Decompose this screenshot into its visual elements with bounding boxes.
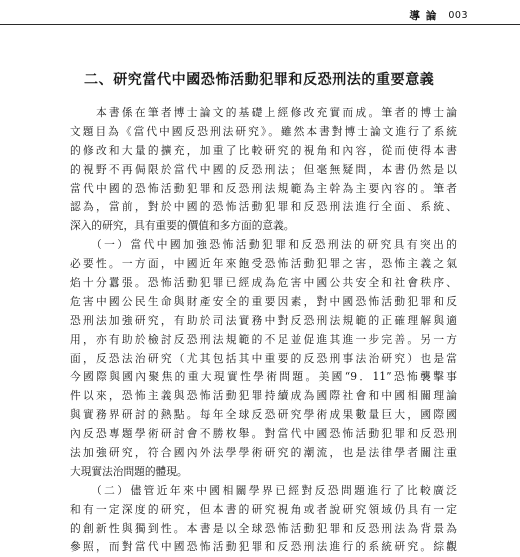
text-line: 和有一定深度的研究，但本書的研究視角或者說研究領域仍具有一定 [70,502,457,516]
page-number: 003 [448,10,468,21]
header-rule [0,24,520,25]
text-line: 參照，而對當代中國恐怖活動犯罪和反恐刑法進行的系統研究。綜觀 [70,540,457,554]
text-line: 面，反恐法治研究（尤其包括其中重要的反恐刑事法治研究）也是當 [70,351,457,365]
text-line: 本書係在筆者博士論文的基礎上經修改充實而成。筆者的博士論 [70,106,457,119]
text-line: 危害中國公民生命與財產安全的重要因素，對中國恐怖活動犯罪和反 [70,294,457,308]
body-text [70,104,457,557]
text-line: 用，亦有助於檢討反恐刑法規範的不足並促進其進一步完善。另一方 [70,332,457,346]
text-line: 法加強研究，符合國內外法學學術研究的潮流，也是法律學者關注重 [70,446,457,460]
text-line: 的創新性與獨到性。本書是以全球恐怖活動犯罪和反恐刑法為背景為 [70,521,457,535]
section-heading: 二、研究當代中國恐怖活動犯罪和反恐刑法的重要意義 [84,72,435,88]
text-line: 當代中國的恐怖活動犯罪和反恐刑法規範為主幹為主要內容的。筆者 [70,181,457,195]
text-line: 件以來，恐怖主義與恐怖活動犯罪持續成為國際社會和中國相關理論 [70,389,457,403]
text-line: 認為，當前，對於中國的恐怖活動犯罪和反恐刑法進行全面、系統、 [70,200,457,214]
text-line: 文題目為《當代中國反恐刑法研究》。雖然本書對博士論文進行了系統 [70,124,457,138]
running-head [409,8,468,23]
text-line: 的修改和大量的擴充，加重了比較研究的視角和內容，從而使得本書 [70,143,457,157]
running-head-label: 導論 [409,10,443,22]
text-line: 內反恐專題學術研討會不勝枚舉。對當代中國恐怖活動犯罪和反恐刑 [70,427,457,441]
text-line: 焰十分囂張。恐怖活動犯罪已經成為危害中國公共安全和社會秩序、 [70,276,457,290]
text-line: 大現實法治問題的體現。 [70,464,188,478]
text-line: 深入的研究，具有重要的價值和多方面的意義。 [70,219,295,233]
text-line: （一）當代中國加強恐怖活動犯罪和反恐刑法的研究具有突出的 [70,238,457,252]
text-line: 的視野不再侷限於當代中國的反恐刑法；但毫無疑問，本書仍然是以 [70,162,457,176]
text-line: （二）儘管近年來中國相關學界已經對反恐問題進行了比較廣泛 [70,483,457,497]
text-line: 必要性。一方面，中國近年來飽受恐怖活動犯罪之害，恐怖主義之氣 [70,257,457,271]
text-line: 今國際與國內聚焦的重大現實性學術問題。美國“9．11”恐怖襲擊事 [70,370,457,384]
text-line: 恐刑法加強研究，有助於司法實務中對反恐刑法規範的正確理解與適 [70,313,457,327]
text-line: 與實務界研討的熱點。每年全球反恐研究學術成果數量巨大，國際國 [70,408,457,422]
